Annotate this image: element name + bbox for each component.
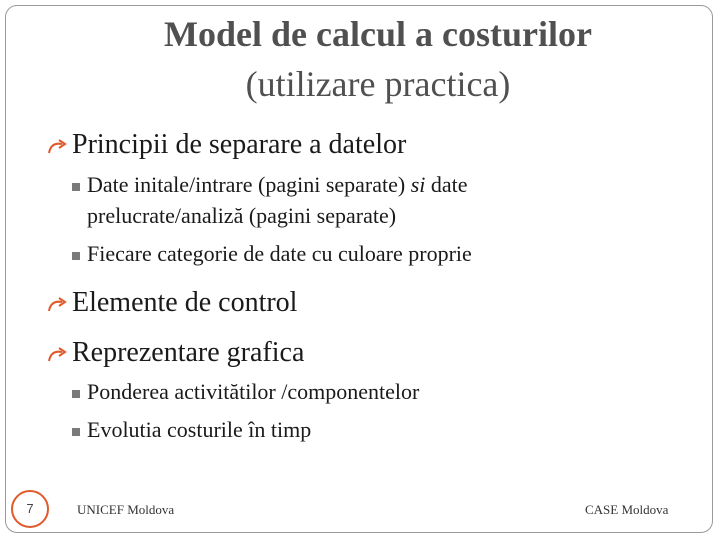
section-heading-principii (46, 129, 406, 161)
square-bullet-icon (72, 417, 87, 443)
section-heading-reprezentare (46, 337, 304, 369)
section-heading-text: Elemente de control (72, 287, 298, 318)
square-bullet-icon (72, 379, 87, 405)
list-item-text: Ponderea activitătilor /componentelor (87, 379, 420, 404)
section-heading-elemente (46, 287, 297, 319)
section-heading-text: Principii de separare a datelor (72, 129, 407, 160)
curved-arrow-bullet-icon (46, 129, 72, 161)
list-item-italic: si (410, 172, 426, 197)
slide-number-badge: 7 (11, 490, 49, 528)
curved-arrow-bullet-icon (46, 337, 72, 369)
list-item-fiecare-categorie (72, 241, 472, 267)
square-bullet-icon (72, 172, 87, 198)
curved-arrow-bullet-icon (46, 287, 72, 319)
list-item-text: Date initale/intrare (pagini separate) (87, 172, 411, 197)
list-item-continuation: prelucrate/analiză (pagini separate) (87, 203, 397, 228)
list-item-evolutia (72, 417, 311, 443)
list-item-text-post: date (425, 172, 468, 197)
list-item-ponderea (72, 379, 419, 405)
list-item-date-initiale (72, 172, 468, 198)
section-heading-text: Reprezentare grafica (72, 337, 305, 368)
list-item-text: Fiecare categorie de date cu culoare proprie (87, 241, 472, 266)
footer-left-text: UNICEF Moldova (77, 502, 175, 517)
footer-right-text: CASE Moldova (585, 502, 669, 517)
slide-title: Model de calcul a costurilor (164, 14, 592, 54)
slide-subtitle: (utilizare practica) (245, 64, 511, 104)
square-bullet-icon (72, 241, 87, 267)
list-item-text: Evolutia costurile în timp (87, 417, 312, 442)
